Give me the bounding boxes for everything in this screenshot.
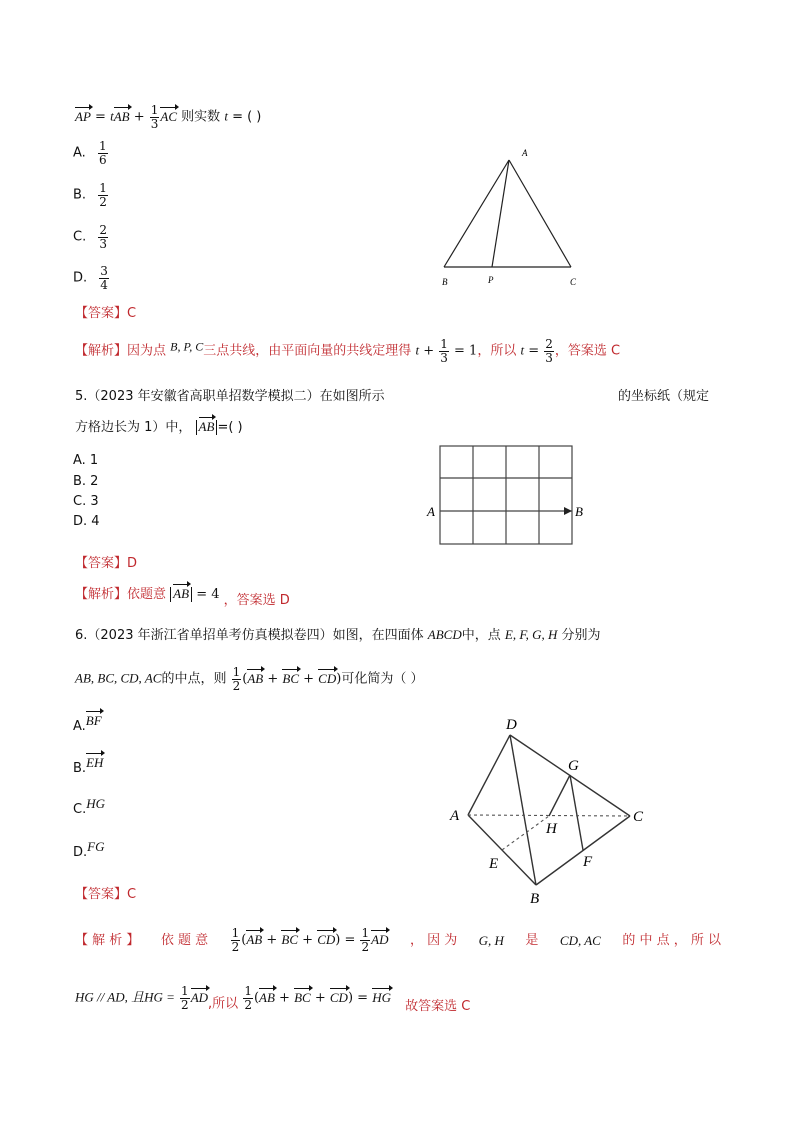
q4-stem-text: 则实数 xyxy=(181,109,221,125)
q5-stem-line1: 5.（2023 年安徽省高职单招数学模拟二）在如图所示 xyxy=(75,389,385,404)
q5-grid-figure xyxy=(425,440,595,550)
q6-option-a[interactable]: A.BF xyxy=(73,713,102,734)
q5-answer: 【答案】D xyxy=(75,556,138,571)
q5-stem-line1-right: 的坐标纸（规定 xyxy=(618,389,710,404)
q4-option-c[interactable]: C. $\frac{2}{3}$ xyxy=(73,223,107,251)
q4-label-p: P xyxy=(488,275,494,285)
q4-stem: AP = tAB + $\frac{1}{3}$ AC 则实数 t = ( ) xyxy=(75,103,262,131)
q5-analysis: 【解析】依题意 AB = 4 ，答案选 D xyxy=(75,586,290,608)
q4-label-b: B xyxy=(442,277,448,287)
q6-option-c[interactable]: C.HG xyxy=(73,796,105,817)
q5-option-d[interactable]: D. 4 xyxy=(73,514,100,529)
q6-tetrahedron-figure xyxy=(440,710,655,910)
q4-answer: 【答案】C xyxy=(75,306,137,321)
q6-answer: 【答案】C xyxy=(75,887,137,902)
q6-label-a: A xyxy=(450,808,460,824)
q4-option-d[interactable]: D. $\frac{3}{4}$ xyxy=(73,264,108,292)
q6-stem-line1: 6.（2023 年浙江省单招单考仿真模拟卷四）如图，在四面体 ABCD中，点 E, F, G, H 分别为 xyxy=(75,627,601,643)
q6-label-b: B xyxy=(530,891,540,907)
q4-option-b[interactable]: B. $\frac{1}{2}$ xyxy=(73,181,107,209)
q5-label-a: A xyxy=(427,504,435,519)
q5-label-b: B xyxy=(575,504,583,519)
q4-label-c: C xyxy=(570,277,577,287)
q6-option-b[interactable]: B.EH xyxy=(73,755,104,776)
q5-option-b[interactable]: B. 2 xyxy=(73,474,99,489)
q6-segment-gf xyxy=(570,775,583,850)
q4-triangle-figure xyxy=(430,145,590,295)
q6-segment-hg xyxy=(549,775,570,816)
q6-label-h: H xyxy=(546,821,557,837)
q4-option-a[interactable]: A. $\frac{1}{6}$ xyxy=(73,139,107,167)
q4-analysis: 【解析】因为点 B, P, C三点共线，由平面向量的共线定理得 t + $\frac{1}{3}$ = 1，所以 t = $\frac{2}{3}$ ，答案选 C xyxy=(75,337,621,365)
q6-analysis-line1: 【 解 析 】 依 题 意 $\frac{1}{2}$ (AB + BC + CD) = $\frac{1}{2}$ AD ， 因 为 G, H 是 CD, AC 的 中 点 ， 所 以 xyxy=(75,926,721,954)
q4-edge-ab xyxy=(444,160,509,267)
q5-stem-line2: 方格边长为 1）中， AB =( ) xyxy=(75,419,243,435)
q6-label-f: F xyxy=(583,854,593,870)
q4-edge-ac xyxy=(509,160,571,267)
q6-label-g: G xyxy=(568,758,579,774)
q5-arrow-head xyxy=(564,507,572,515)
q6-analysis-line2: HG // AD, 且HG = $\frac{1}{2}$ AD,所以 $\frac{1}{2}$ (AB + BC + CD) = HG 故答案选 C xyxy=(75,984,471,1014)
q6-edge-da xyxy=(468,735,510,815)
q4-label-a: A xyxy=(522,148,528,158)
q5-option-c[interactable]: C. 3 xyxy=(73,494,99,509)
q6-option-d[interactable]: D.FG xyxy=(73,839,105,860)
q6-label-e: E xyxy=(489,856,499,872)
q6-label-c: C xyxy=(633,809,644,825)
q5-option-a[interactable]: A. 1 xyxy=(73,453,99,468)
q6-label-d: D xyxy=(506,717,517,733)
q4-segment-ap xyxy=(492,160,509,267)
q6-stem-line2: AB, BC, CD, AC的中点，则 $\frac{1}{2}$ (AB + BC + CD)可化简为（ ） xyxy=(75,665,424,693)
